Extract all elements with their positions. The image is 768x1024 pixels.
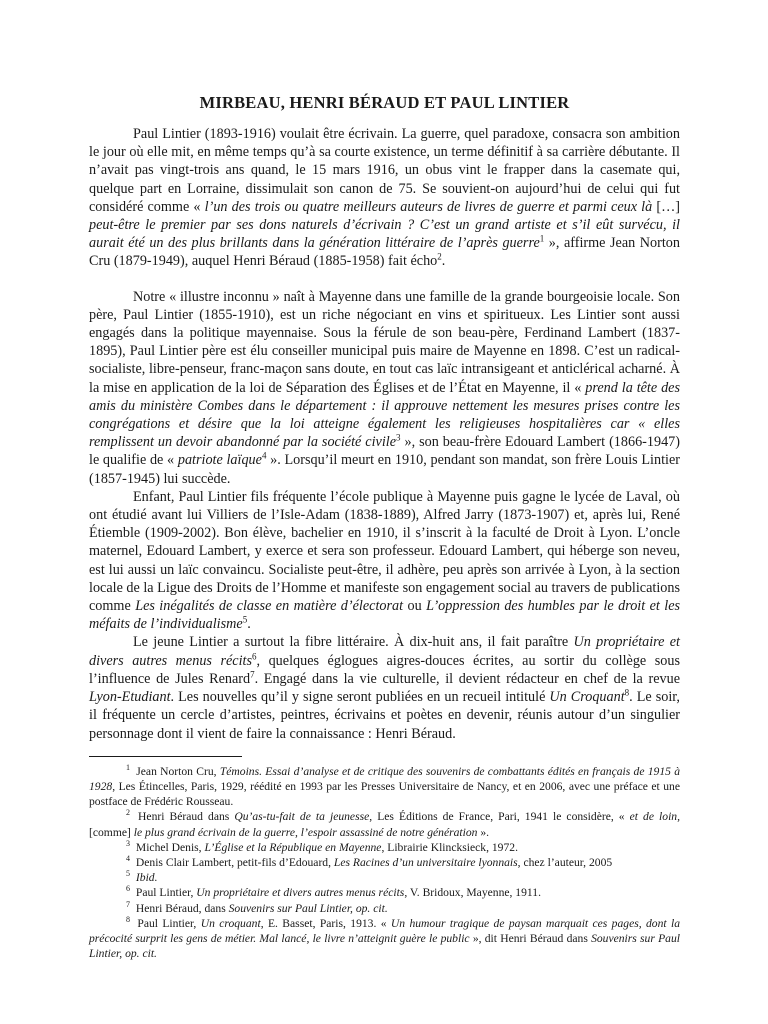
paragraph-3: Enfant, Paul Lintier fils fréquente l’école publique à Mayenne puis gagne le lycée de Laval, où ont étudié avant lui Villiers de l’Isle-Adam (1838-1889), Alfred Jarry (1873-1907) et, après lui, René Étiemble (1909-2002). Bon élève, bachelier en 1910, il s’inscrit à la faculté de Droit à Lyon. L’oncle maternel, Edouard Lambert, y exerce et sera son professeur. Edouard Lambert, qui héberge son neveu, est lui aussi un laïc convaincu. Socialiste peut-être, il adhère, peu après son arrivée à Lyon, à la section locale de la Ligue des Droits de l’Homme et manifeste son engagement social au travers de publications comme Les inégalités de classe en matière d’électorat ou L’oppression des humbles par le droit et les méfaits de l’individualisme$^5$. [89,488,681,633]
paragraph-2: Notre « illustre inconnu » naît à Mayenne dans une famille de la grande bourgeoisie locale. Son père, Paul Lintier (1855-1910), est un riche négociant en vins et spiritueux. Les Lintier sont aussi engagés dans la politique mayennaise. Sous la férule de son beau-père, Ferdinand Lambert (1837-1895), Paul Lintier père est élu conseiller municipal puis maire de Mayenne en 1898. C’est un radical-socialiste, libre-penseur, franc-maçon sans doute, en tout cas laïc intransigeant et anticlérical acharné. À la mise en application de la loi de Séparation des Églises et de l’État en Mayenne, il « prend la tête des amis du ministère Combes dans le département : il approuve nettement les mesures prises contre les congrégations et désire que la loi atteigne également les religieuses hospitalières car « elles remplissent un devoir abandonné par la société civile$^3$ », son beau-frère Edouard Lambert (1866-1947) le qualifie de « patriote laïque$^4$ ». Lorsqu’il meurt en 1910, pendant son mandat, son frère Louis Lintier (1857-1945) lui succède. [89,288,680,487]
footnote-ref-4[interactable]: 4 [261,450,267,461]
footnote-3: $^3$ Michel Denis, L’Église et la République en Mayenne, Librairie Klincksieck, 1972. [126,838,518,854]
footnote-separator [89,756,242,757]
footnote-8: $^8$ Paul Lintier, Un croquant, E. Basset, Paris, 1913. « Un humour tragique de paysan marquait ces pages, dont la précocité surprit les gens de métier. Mal lancé, le livre n’atteignit guère le public », dit Henri Béraud dans Souvenirs sur Paul Lintier, op. cit. [89,914,680,961]
footnotes [89,764,680,962]
footnote-6: $^6$ Paul Lintier, Un propriétaire et divers autres menus récits, V. Bridoux, Mayenne, 1911. [126,884,541,900]
footnote-ref-3[interactable]: 3 [396,432,401,443]
footnote-5: $^5$ Ibid. [126,869,158,885]
paragraph-1: Paul Lintier (1893-1916) voulait être écrivain. La guerre, quel paradoxe, consacra son ambition le jour où elle mit, en même temps qu’à sa courte existence, un terme définitif à sa carrière débutante. Il n’avait pas vingt-trois ans quand, le 15 mars 1916, un obus vint le frapper dans la casemate qui, quelque part en Lorraine, dissimulait son canon de 75. Se souvient-on aujourd’hui de celui qui fut considéré comme « l’un des trois ou quatre meilleurs auteurs de livres de guerre et parmi ceux là […] peut-être le premier par ses dons naturels d’écrivain ? C’est un grand artiste et s’il eût survécu, il aurait été un des plus brillants dans la génération littéraire de l’après guerre$^1$ », affirme Jean Norton Cru (1879-1949), auquel Henri Béraud (1885-1958) fait écho$^2$. [89,126,680,270]
footnote-ref-5[interactable]: 5 [242,614,248,625]
paragraph-4: Le jeune Lintier a surtout la fibre littéraire. À dix-huit ans, il fait paraître Un propriétaire et divers autres menus récits$^6$, quelques églogues aigres-douces écrites, au sortir du collège sous l’influence de Jules Renard$^7$. Engagé dans la vie culturelle, il devient rédacteur en chef de la revue Lyon-Etudiant. Les nouvelles qu’il y signe seront publiées en un recueil intitulé Un Croquant$^8$. Le soir, il fréquente un cercle d’artistes, peintres, écrivains et poètes en devenir, réunis autour d’un singulier personnage dont il vient de faire la connaissance : Henri Béraud. [89,634,680,742]
footnote-ref-6[interactable]: 6 [252,650,257,661]
footnote-4: $^4$ Denis Clair Lambert, petit-fils d’Edouard, Les Racines d’un universitaire lyonnais, chez l’auteur, 2005 [126,854,613,869]
footnote-1: $^1$ Jean Norton Cru, Témoins. Essai d’analyse et de critique des souvenirs de combattants édités en français de 1915 à 1928, Les Étincelles, Paris, 1929, réédité en 1993 par les Presses Universitaire de Nancy, et en 2006, avec une préface et une postface de Frédéric Rousseau. [89,762,680,809]
footnote-7: $^7$ Henri Béraud, dans Souvenirs sur Paul Lintier, op. cit. [126,899,388,915]
footnote-ref-8[interactable]: 8 [624,687,630,698]
footnote-ref-1[interactable]: 1 [539,233,545,244]
footnote-2: $^2$ Henri Béraud dans Qu’as-tu-fait de ta jeunesse, Les Éditions de France, Pari, 1941 le considère, « et de loin, [comme] le plus grand écrivain de la guerre, l’espoir assassiné de notre génération ». [89,808,680,839]
footnote-ref-2[interactable]: 2 [437,251,442,262]
article-title: MIRBEAU, HENRI BÉRAUD ET PAUL LINTIER [199,93,570,112]
footnote-ref-7[interactable]: 7 [250,669,255,680]
